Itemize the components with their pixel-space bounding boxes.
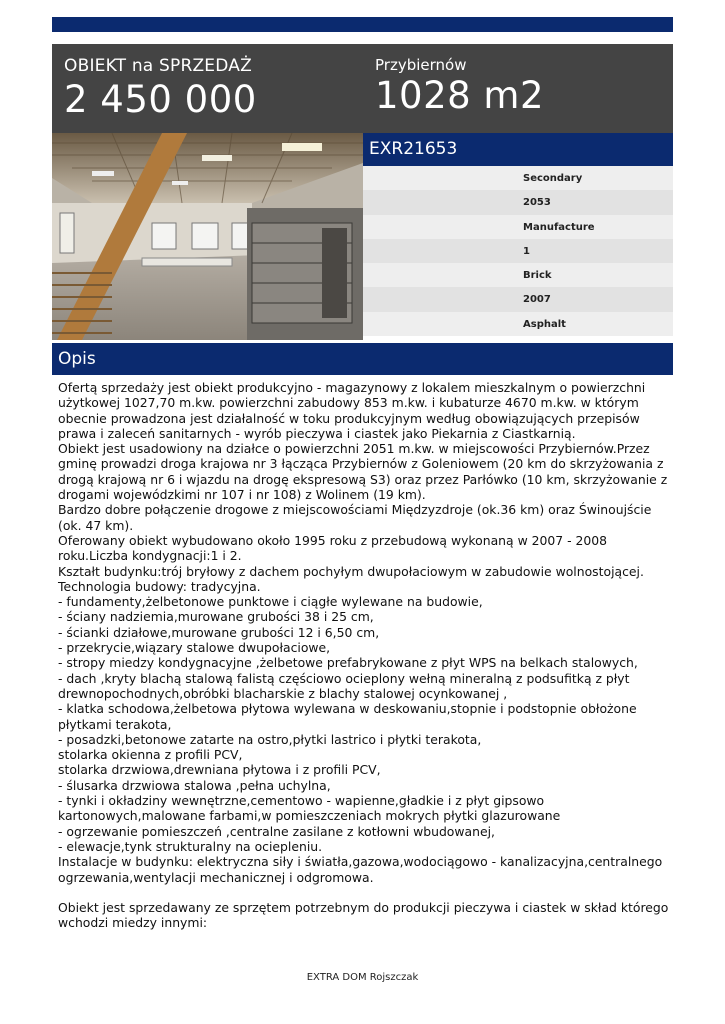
spec-row <box>363 215 673 239</box>
description-heading-bar <box>52 343 673 375</box>
description-line: - stropy miedzy kondygnacyjne ,żelbetowe prefabrykowane z płyt WPS na belkach stalowych, <box>58 655 638 671</box>
description-line: Bardzo dobre połączenie drogowe z miejscowościami Międzyzdroje (ok.36 km) oraz Świnoujście <box>58 502 652 518</box>
description-line: - klatka schodowa,żelbetowa płytowa wylewana w deskowaniu,stopnie i podstopnie obłożone <box>58 701 637 717</box>
description-line: - ogrzewanie pomieszczeń ,centralne zasilane z kotłowni wbudowanej, <box>58 823 495 839</box>
spec-row <box>363 312 673 336</box>
description-line: płytkami terakota, <box>58 716 172 732</box>
spec-row <box>363 190 673 214</box>
description-line: ogrzewania,wentylacji mechanicznej i odgromowa. <box>58 869 374 885</box>
description-heading: Opis <box>58 349 96 369</box>
spec-row <box>363 263 673 287</box>
description-line: stolarka drzwiowa,drewniana płytowa i z profili PCV, <box>58 762 381 778</box>
footer-agency: EXTRA DOM Rojszczak <box>306 972 419 983</box>
description-line: - dach ,kryty blachą stalową falistą częściowo ocieplony wełną mineralną z podsufitką z płyt <box>58 670 630 686</box>
spec-row <box>363 166 673 190</box>
spec-value: 2053 <box>523 197 551 209</box>
description-line: prawa i zaleceń sanitarnych - wyrób pieczywa i ciastek jako Piekarnia z Ciastkarnią. <box>58 425 576 441</box>
spec-value: Brick <box>523 270 552 282</box>
description-line: - ściany nadziemia,murowane grubości 38 i 25 cm, <box>58 609 374 625</box>
description-line: wchodzi miedzy innymi: <box>58 915 208 931</box>
description-line: - tynki i okładziny wewnętrzne,cementowo - wapienne,gładkie i z płyt gipsowo <box>58 793 545 809</box>
description-line: Obiekt jest usadowiony na działce o powierzchni 2051 m.kw. w miejscowości Przybiernów.Przez <box>58 441 650 457</box>
description-line: Obiekt jest sprzedawany ze sprzętem potrzebnym do produkcji pieczywa i ciastek w skład którego <box>58 900 669 916</box>
description-line: drogą krajową nr 6 i wjazdu na drogę ekspresową S3) oraz przez Parłówko (10 km, skrzyżowanie z <box>58 471 668 487</box>
location: Przybiernów <box>375 56 467 74</box>
listing-id: EXR21653 <box>369 139 458 159</box>
price: 2 450 000 <box>64 78 257 121</box>
description-line: gminę prowadzi droga krajowa nr 3 łącząca Przybiernów z Goleniowem (20 km do skrzyżowania z <box>58 456 664 472</box>
spec-value: Secondary <box>523 173 583 184</box>
offer-label: OBIEKT na SPRZEDAŻ <box>64 56 252 76</box>
description-line: kartonowych,malowane farbami,w pomieszczeniach mokrych płytki glazurowane <box>58 808 561 824</box>
spec-value: Manufacture <box>523 221 595 233</box>
description-line: (ok. 47 km). <box>58 517 134 533</box>
description-line: Kształt budynku:trój bryłowy z dachem pochyłym dwupołaciowym w zabudowie wolnostojącej. <box>58 563 644 579</box>
description-line <box>58 885 668 900</box>
description-body <box>58 380 668 931</box>
bakery-interior-image <box>52 133 363 340</box>
spec-value: 2007 <box>523 294 551 306</box>
description-line: drogami wojewódzkimi nr 107 i nr 108) z Wolinem (19 km). <box>58 487 426 503</box>
description-line: stolarka okienna z profili PCV, <box>58 747 243 763</box>
description-line: obecnie prowadzona jest działalność w toku produkcyjnym według obowiązujących przepisów <box>58 410 640 426</box>
description-line: - elewacje,tynk strukturalny na ociepleniu. <box>58 838 323 854</box>
description-line: - ślusarka drzwiowa stalowa ,pełna uchylna, <box>58 777 331 793</box>
property-photo <box>52 133 363 340</box>
description-line: Ofertą sprzedaży jest obiekt produkcyjno - magazynowy z lokalem mieszkalnym o powierzchni <box>58 380 646 395</box>
description-line: Oferowany obiekt wybudowano około 1995 roku z przebudową wykonaną w 2007 - 2008 <box>58 532 608 548</box>
description-line: - posadzki,betonowe zatarte na ostro,płytki lastrico i płytki terakota, <box>58 731 482 747</box>
description-line: roku.Liczba kondygnacji:1 i 2. <box>58 548 242 564</box>
spec-value: Asphalt <box>523 318 566 330</box>
spec-value: 1 <box>523 245 530 257</box>
description-line: Instalacje w budynku: elektryczna siły i światła,gazowa,wodociągowo - kanalizacyjna,centralnego <box>58 854 663 870</box>
description-line: - ścianki działowe,murowane grubości 12 i 6,50 cm, <box>58 624 380 640</box>
description-line: użytkowej 1027,70 m.kw. powierzchni zabudowy 853 m.kw. i kubaturze 4670 m.kw. w którym <box>58 395 639 411</box>
description-line: Technologia budowy: tradycyjna. <box>58 578 261 594</box>
listing-id-bar <box>363 133 673 166</box>
area: 1028 m2 <box>375 74 545 117</box>
spec-row <box>363 239 673 263</box>
spec-row <box>363 287 673 311</box>
description-line: drewnopochodnych,obróbki blacharskie z blachy stalowej ocynkowanej , <box>58 685 508 701</box>
top-accent-bar <box>52 17 673 32</box>
specs-table <box>363 166 673 336</box>
hero-banner <box>52 44 673 133</box>
description-line: - fundamenty,żelbetonowe punktowe i ciągłe wylewane na budowie, <box>58 594 483 610</box>
description-line: - przekrycie,wiązary stalowe dwupołaciowe, <box>58 640 331 656</box>
